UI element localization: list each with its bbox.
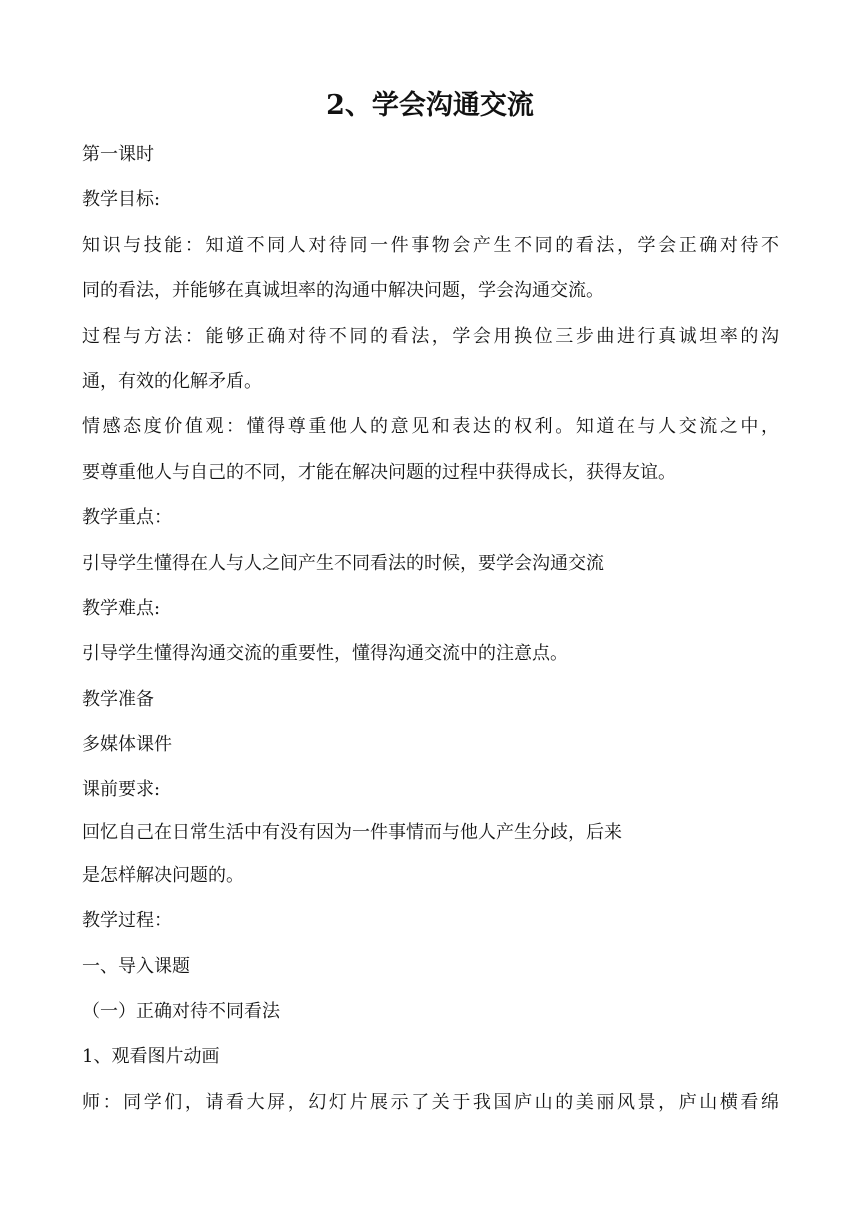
- text-line: 课前要求:: [82, 779, 161, 801]
- text-line: 教学难点:: [82, 597, 161, 619]
- text-line: 过程与方法：能够正确对待不同的看法，学会用换位三步曲进行真诚坦率的沟: [82, 325, 779, 347]
- text-line: 情感态度价值观：懂得尊重他人的意见和表达的权利。知道在与人交流之中，: [82, 416, 779, 438]
- text-line: 回忆自己在日常生活中有没有因为一件事情而与他人产生分歧，后来: [82, 821, 622, 843]
- document-title: 2、学会沟通交流: [326, 90, 534, 121]
- text-line: 引导学生懂得沟通交流的重要性，懂得沟通交流中的注意点。: [82, 643, 568, 665]
- text-line: 知识与技能：知道不同人对待同一件事物会产生不同的看法，学会正确对待不: [82, 234, 779, 256]
- text-line: 1、观看图片动画: [82, 1046, 220, 1068]
- text-line: 师：同学们，请看大屏，幻灯片展示了关于我国庐山的美丽风景，庐山横看绵: [82, 1091, 779, 1113]
- text-line: 第一课时: [82, 144, 154, 165]
- text-line: 是怎样解决问题的。: [82, 864, 244, 886]
- text-line: 教学准备: [82, 688, 154, 710]
- text-line: 教学目标:: [82, 189, 161, 211]
- text-line: 教学过程：: [82, 910, 172, 932]
- text-line: 多媒体课件: [82, 734, 172, 756]
- text-line: 同的看法，并能够在真诚坦率的沟通中解决问题，学会沟通交流。: [82, 280, 604, 302]
- text-line: 引导学生懂得在人与人之间产生不同看法的时候，要学会沟通交流: [82, 552, 604, 574]
- text-line: 通，有效的化解矛盾。: [82, 370, 262, 392]
- text-line: 教学重点：: [82, 507, 172, 529]
- text-line: 要尊重他人与自己的不同，才能在解决问题的过程中获得成长，获得友谊。: [82, 461, 676, 483]
- document-body: [82, 132, 782, 1125]
- text-line: 一、导入课题: [82, 955, 190, 977]
- text-line: （一）正确对待不同看法: [82, 1001, 280, 1023]
